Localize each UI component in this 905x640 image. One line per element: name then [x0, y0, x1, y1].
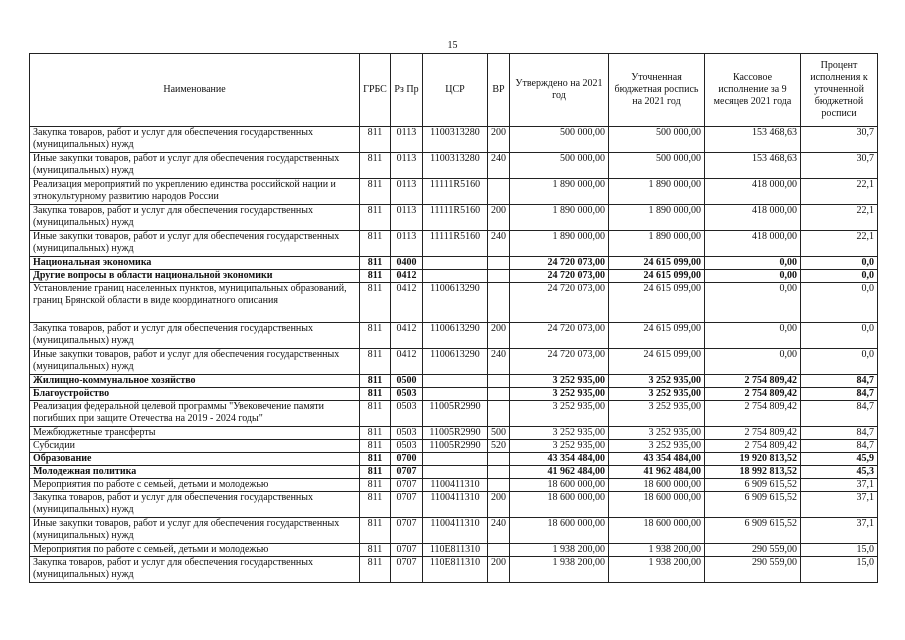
cell-refined: 3 252 935,00 [609, 375, 705, 388]
cell-approved: 1 890 000,00 [510, 231, 609, 257]
cell-rzpr: 0412 [391, 270, 423, 283]
cell-name: Мероприятия по работе с семьей, детьми и молодежью [30, 544, 360, 557]
cell-approved: 24 720 073,00 [510, 270, 609, 283]
cell-vr [488, 388, 510, 401]
cell-approved: 3 252 935,00 [510, 388, 609, 401]
cell-csr [423, 257, 488, 270]
cell-percent: 22,1 [801, 231, 878, 257]
cell-name: Образование [30, 453, 360, 466]
cell-approved: 24 720 073,00 [510, 349, 609, 375]
cell-name: Закупка товаров, работ и услуг для обеспечения государственных (муниципальных) нужд [30, 205, 360, 231]
cell-cash: 19 920 813,52 [705, 453, 801, 466]
cell-percent: 84,7 [801, 401, 878, 427]
budget-execution-table [29, 53, 878, 583]
cell-percent: 45,3 [801, 466, 878, 479]
cell-percent: 15,0 [801, 557, 878, 583]
table-row [30, 388, 878, 401]
cell-approved: 3 252 935,00 [510, 375, 609, 388]
cell-percent: 30,7 [801, 153, 878, 179]
cell-percent: 84,7 [801, 427, 878, 440]
cell-grbs: 811 [360, 440, 391, 453]
cell-grbs: 811 [360, 257, 391, 270]
header-rzpr: Рз Пр [391, 54, 423, 127]
header-vr: ВР [488, 54, 510, 127]
table-row [30, 205, 878, 231]
cell-grbs: 811 [360, 205, 391, 231]
cell-percent: 22,1 [801, 205, 878, 231]
cell-cash: 0,00 [705, 283, 801, 323]
cell-cash: 2 754 809,42 [705, 401, 801, 427]
cell-csr: 11111R5160 [423, 179, 488, 205]
cell-approved: 1 890 000,00 [510, 205, 609, 231]
cell-cash: 418 000,00 [705, 205, 801, 231]
cell-percent: 0,0 [801, 349, 878, 375]
cell-percent: 0,0 [801, 257, 878, 270]
table-row [30, 427, 878, 440]
cell-grbs: 811 [360, 388, 391, 401]
cell-refined: 500 000,00 [609, 153, 705, 179]
table-row [30, 440, 878, 453]
cell-percent: 0,0 [801, 323, 878, 349]
table-row [30, 349, 878, 375]
cell-name: Иные закупки товаров, работ и услуг для обеспечения государственных (муниципальных) нужд [30, 349, 360, 375]
cell-name: Молодежная политика [30, 466, 360, 479]
cell-grbs: 811 [360, 427, 391, 440]
cell-rzpr: 0503 [391, 388, 423, 401]
cell-refined: 41 962 484,00 [609, 466, 705, 479]
table-row [30, 231, 878, 257]
cell-vr [488, 270, 510, 283]
cell-cash: 6 909 615,52 [705, 518, 801, 544]
cell-refined: 3 252 935,00 [609, 401, 705, 427]
cell-csr: 11005R2990 [423, 401, 488, 427]
cell-name: Иные закупки товаров, работ и услуг для обеспечения государственных (муниципальных) нужд [30, 153, 360, 179]
cell-rzpr: 0412 [391, 349, 423, 375]
cell-rzpr: 0113 [391, 179, 423, 205]
cell-refined: 43 354 484,00 [609, 453, 705, 466]
table-row [30, 179, 878, 205]
cell-grbs: 811 [360, 492, 391, 518]
cell-name: Установление границ населенных пунктов, муниципальных образований, границ Брянской области в виде координатного описания [30, 283, 360, 323]
cell-csr: 1100613290 [423, 349, 488, 375]
cell-cash: 6 909 615,52 [705, 479, 801, 492]
table-row [30, 544, 878, 557]
cell-refined: 18 600 000,00 [609, 492, 705, 518]
cell-grbs: 811 [360, 518, 391, 544]
cell-grbs: 811 [360, 127, 391, 153]
cell-vr: 240 [488, 153, 510, 179]
cell-cash: 2 754 809,42 [705, 427, 801, 440]
cell-refined: 24 615 099,00 [609, 257, 705, 270]
cell-grbs: 811 [360, 401, 391, 427]
table-row [30, 518, 878, 544]
cell-csr: 11005R2990 [423, 427, 488, 440]
table-body [30, 127, 878, 583]
cell-csr: 1100411310 [423, 479, 488, 492]
cell-rzpr: 0412 [391, 283, 423, 323]
table-row [30, 492, 878, 518]
cell-rzpr: 0400 [391, 257, 423, 270]
cell-cash: 2 754 809,42 [705, 440, 801, 453]
cell-csr: 1100613290 [423, 323, 488, 349]
cell-csr: 11111R5160 [423, 205, 488, 231]
cell-rzpr: 0113 [391, 127, 423, 153]
cell-rzpr: 0707 [391, 466, 423, 479]
cell-approved: 3 252 935,00 [510, 401, 609, 427]
header-name: Наименование [30, 54, 360, 127]
table-row [30, 257, 878, 270]
table-row [30, 270, 878, 283]
cell-vr: 500 [488, 427, 510, 440]
cell-csr: 1100313280 [423, 127, 488, 153]
cell-grbs: 811 [360, 231, 391, 257]
header-csr: ЦСР [423, 54, 488, 127]
cell-approved: 1 890 000,00 [510, 179, 609, 205]
table-row [30, 401, 878, 427]
cell-vr [488, 283, 510, 323]
cell-rzpr: 0503 [391, 427, 423, 440]
cell-approved: 24 720 073,00 [510, 283, 609, 323]
table-row [30, 466, 878, 479]
cell-approved: 1 938 200,00 [510, 544, 609, 557]
cell-grbs: 811 [360, 375, 391, 388]
cell-vr: 240 [488, 518, 510, 544]
cell-vr [488, 179, 510, 205]
cell-cash: 153 468,63 [705, 153, 801, 179]
cell-refined: 1 938 200,00 [609, 557, 705, 583]
cell-percent: 84,7 [801, 388, 878, 401]
cell-name: Реализация мероприятий по укреплению единства российской нации и этнокультурному развитию народов России [30, 179, 360, 205]
cell-refined: 3 252 935,00 [609, 427, 705, 440]
table-row [30, 557, 878, 583]
cell-csr: 11005R2990 [423, 440, 488, 453]
cell-rzpr: 0113 [391, 231, 423, 257]
cell-cash: 0,00 [705, 257, 801, 270]
cell-vr: 200 [488, 557, 510, 583]
cell-name: Мероприятия по работе с семьей, детьми и молодежью [30, 479, 360, 492]
cell-name: Иные закупки товаров, работ и услуг для обеспечения государственных (муниципальных) нужд [30, 518, 360, 544]
cell-rzpr: 0500 [391, 375, 423, 388]
cell-approved: 43 354 484,00 [510, 453, 609, 466]
cell-name: Благоустройство [30, 388, 360, 401]
cell-refined: 18 600 000,00 [609, 518, 705, 544]
cell-name: Реализация федеральной целевой программы "Увековечение памяти погибших при защите Отечества на 2019 - 2024 годы" [30, 401, 360, 427]
cell-cash: 290 559,00 [705, 557, 801, 583]
cell-rzpr: 0707 [391, 479, 423, 492]
cell-approved: 3 252 935,00 [510, 427, 609, 440]
cell-percent: 30,7 [801, 127, 878, 153]
cell-rzpr: 0503 [391, 440, 423, 453]
cell-name: Закупка товаров, работ и услуг для обеспечения государственных (муниципальных) нужд [30, 492, 360, 518]
cell-cash: 2 754 809,42 [705, 388, 801, 401]
cell-grbs: 811 [360, 270, 391, 283]
cell-rzpr: 0707 [391, 557, 423, 583]
cell-refined: 24 615 099,00 [609, 270, 705, 283]
cell-csr [423, 270, 488, 283]
cell-name: Иные закупки товаров, работ и услуг для обеспечения государственных (муниципальных) нужд [30, 231, 360, 257]
cell-percent: 0,0 [801, 283, 878, 323]
cell-csr: 1100613290 [423, 283, 488, 323]
cell-vr: 240 [488, 231, 510, 257]
cell-approved: 41 962 484,00 [510, 466, 609, 479]
cell-vr [488, 466, 510, 479]
header-cash: Кассовое исполнение за 9 месяцев 2021 года [705, 54, 801, 127]
cell-cash: 2 754 809,42 [705, 375, 801, 388]
cell-name: Закупка товаров, работ и услуг для обеспечения государственных (муниципальных) нужд [30, 127, 360, 153]
cell-percent: 84,7 [801, 375, 878, 388]
header-percent: Процент исполнения к уточненной бюджетной росписи [801, 54, 878, 127]
table-row [30, 453, 878, 466]
cell-approved: 18 600 000,00 [510, 518, 609, 544]
cell-grbs: 811 [360, 466, 391, 479]
table-row [30, 375, 878, 388]
cell-grbs: 811 [360, 283, 391, 323]
cell-grbs: 811 [360, 179, 391, 205]
cell-grbs: 811 [360, 153, 391, 179]
cell-vr: 200 [488, 492, 510, 518]
cell-refined: 500 000,00 [609, 127, 705, 153]
cell-refined: 24 615 099,00 [609, 349, 705, 375]
cell-vr [488, 401, 510, 427]
cell-vr [488, 257, 510, 270]
cell-approved: 500 000,00 [510, 153, 609, 179]
cell-percent: 22,1 [801, 179, 878, 205]
cell-refined: 1 890 000,00 [609, 179, 705, 205]
cell-cash: 290 559,00 [705, 544, 801, 557]
header-approved: Утверждено на 2021 год [510, 54, 609, 127]
cell-approved: 18 600 000,00 [510, 479, 609, 492]
table-row [30, 127, 878, 153]
cell-refined: 1 938 200,00 [609, 544, 705, 557]
cell-rzpr: 0113 [391, 153, 423, 179]
cell-percent: 15,0 [801, 544, 878, 557]
cell-vr: 200 [488, 205, 510, 231]
cell-cash: 0,00 [705, 270, 801, 283]
cell-csr [423, 453, 488, 466]
cell-cash: 153 468,63 [705, 127, 801, 153]
cell-rzpr: 0412 [391, 323, 423, 349]
cell-vr [488, 544, 510, 557]
cell-name: Межбюджетные трансферты [30, 427, 360, 440]
cell-vr: 200 [488, 127, 510, 153]
cell-rzpr: 0113 [391, 205, 423, 231]
cell-rzpr: 0707 [391, 518, 423, 544]
cell-refined: 24 615 099,00 [609, 323, 705, 349]
table-header-row [30, 54, 878, 127]
header-grbs: ГРБС [360, 54, 391, 127]
cell-grbs: 811 [360, 479, 391, 492]
cell-vr [488, 453, 510, 466]
cell-percent: 37,1 [801, 518, 878, 544]
cell-vr [488, 479, 510, 492]
cell-refined: 1 890 000,00 [609, 231, 705, 257]
header-refined: Уточненная бюджетная роспись на 2021 год [609, 54, 705, 127]
cell-grbs: 811 [360, 544, 391, 557]
cell-csr: 11111R5160 [423, 231, 488, 257]
cell-name: Жилищно-коммунальное хозяйство [30, 375, 360, 388]
cell-csr: 1100411310 [423, 492, 488, 518]
cell-refined: 3 252 935,00 [609, 388, 705, 401]
table-row [30, 153, 878, 179]
cell-csr [423, 388, 488, 401]
cell-grbs: 811 [360, 323, 391, 349]
cell-approved: 3 252 935,00 [510, 440, 609, 453]
table-row [30, 323, 878, 349]
cell-name: Национальная экономика [30, 257, 360, 270]
page-number: 15 [447, 40, 458, 51]
cell-csr [423, 375, 488, 388]
cell-cash: 418 000,00 [705, 231, 801, 257]
cell-cash: 0,00 [705, 323, 801, 349]
cell-name: Субсидии [30, 440, 360, 453]
cell-cash: 418 000,00 [705, 179, 801, 205]
cell-approved: 24 720 073,00 [510, 323, 609, 349]
table-row [30, 479, 878, 492]
cell-name: Закупка товаров, работ и услуг для обеспечения государственных (муниципальных) нужд [30, 323, 360, 349]
cell-refined: 1 890 000,00 [609, 205, 705, 231]
cell-rzpr: 0700 [391, 453, 423, 466]
cell-csr: 110E811310 [423, 557, 488, 583]
cell-name: Закупка товаров, работ и услуг для обеспечения государственных (муниципальных) нужд [30, 557, 360, 583]
cell-cash: 0,00 [705, 349, 801, 375]
table-row [30, 283, 878, 323]
cell-vr: 240 [488, 349, 510, 375]
cell-rzpr: 0503 [391, 401, 423, 427]
cell-grbs: 811 [360, 453, 391, 466]
cell-approved: 24 720 073,00 [510, 257, 609, 270]
cell-csr [423, 466, 488, 479]
cell-percent: 0,0 [801, 270, 878, 283]
cell-cash: 18 992 813,52 [705, 466, 801, 479]
cell-percent: 45,9 [801, 453, 878, 466]
cell-percent: 37,1 [801, 492, 878, 518]
cell-csr: 1100411310 [423, 518, 488, 544]
cell-vr [488, 375, 510, 388]
cell-refined: 24 615 099,00 [609, 283, 705, 323]
cell-refined: 18 600 000,00 [609, 479, 705, 492]
cell-approved: 1 938 200,00 [510, 557, 609, 583]
cell-csr: 1100313280 [423, 153, 488, 179]
cell-csr: 110E811310 [423, 544, 488, 557]
cell-percent: 37,1 [801, 479, 878, 492]
cell-vr: 520 [488, 440, 510, 453]
cell-vr: 200 [488, 323, 510, 349]
cell-grbs: 811 [360, 557, 391, 583]
cell-percent: 84,7 [801, 440, 878, 453]
cell-cash: 6 909 615,52 [705, 492, 801, 518]
cell-rzpr: 0707 [391, 544, 423, 557]
cell-approved: 18 600 000,00 [510, 492, 609, 518]
cell-rzpr: 0707 [391, 492, 423, 518]
cell-approved: 500 000,00 [510, 127, 609, 153]
cell-name: Другие вопросы в области национальной экономики [30, 270, 360, 283]
cell-refined: 3 252 935,00 [609, 440, 705, 453]
cell-grbs: 811 [360, 349, 391, 375]
